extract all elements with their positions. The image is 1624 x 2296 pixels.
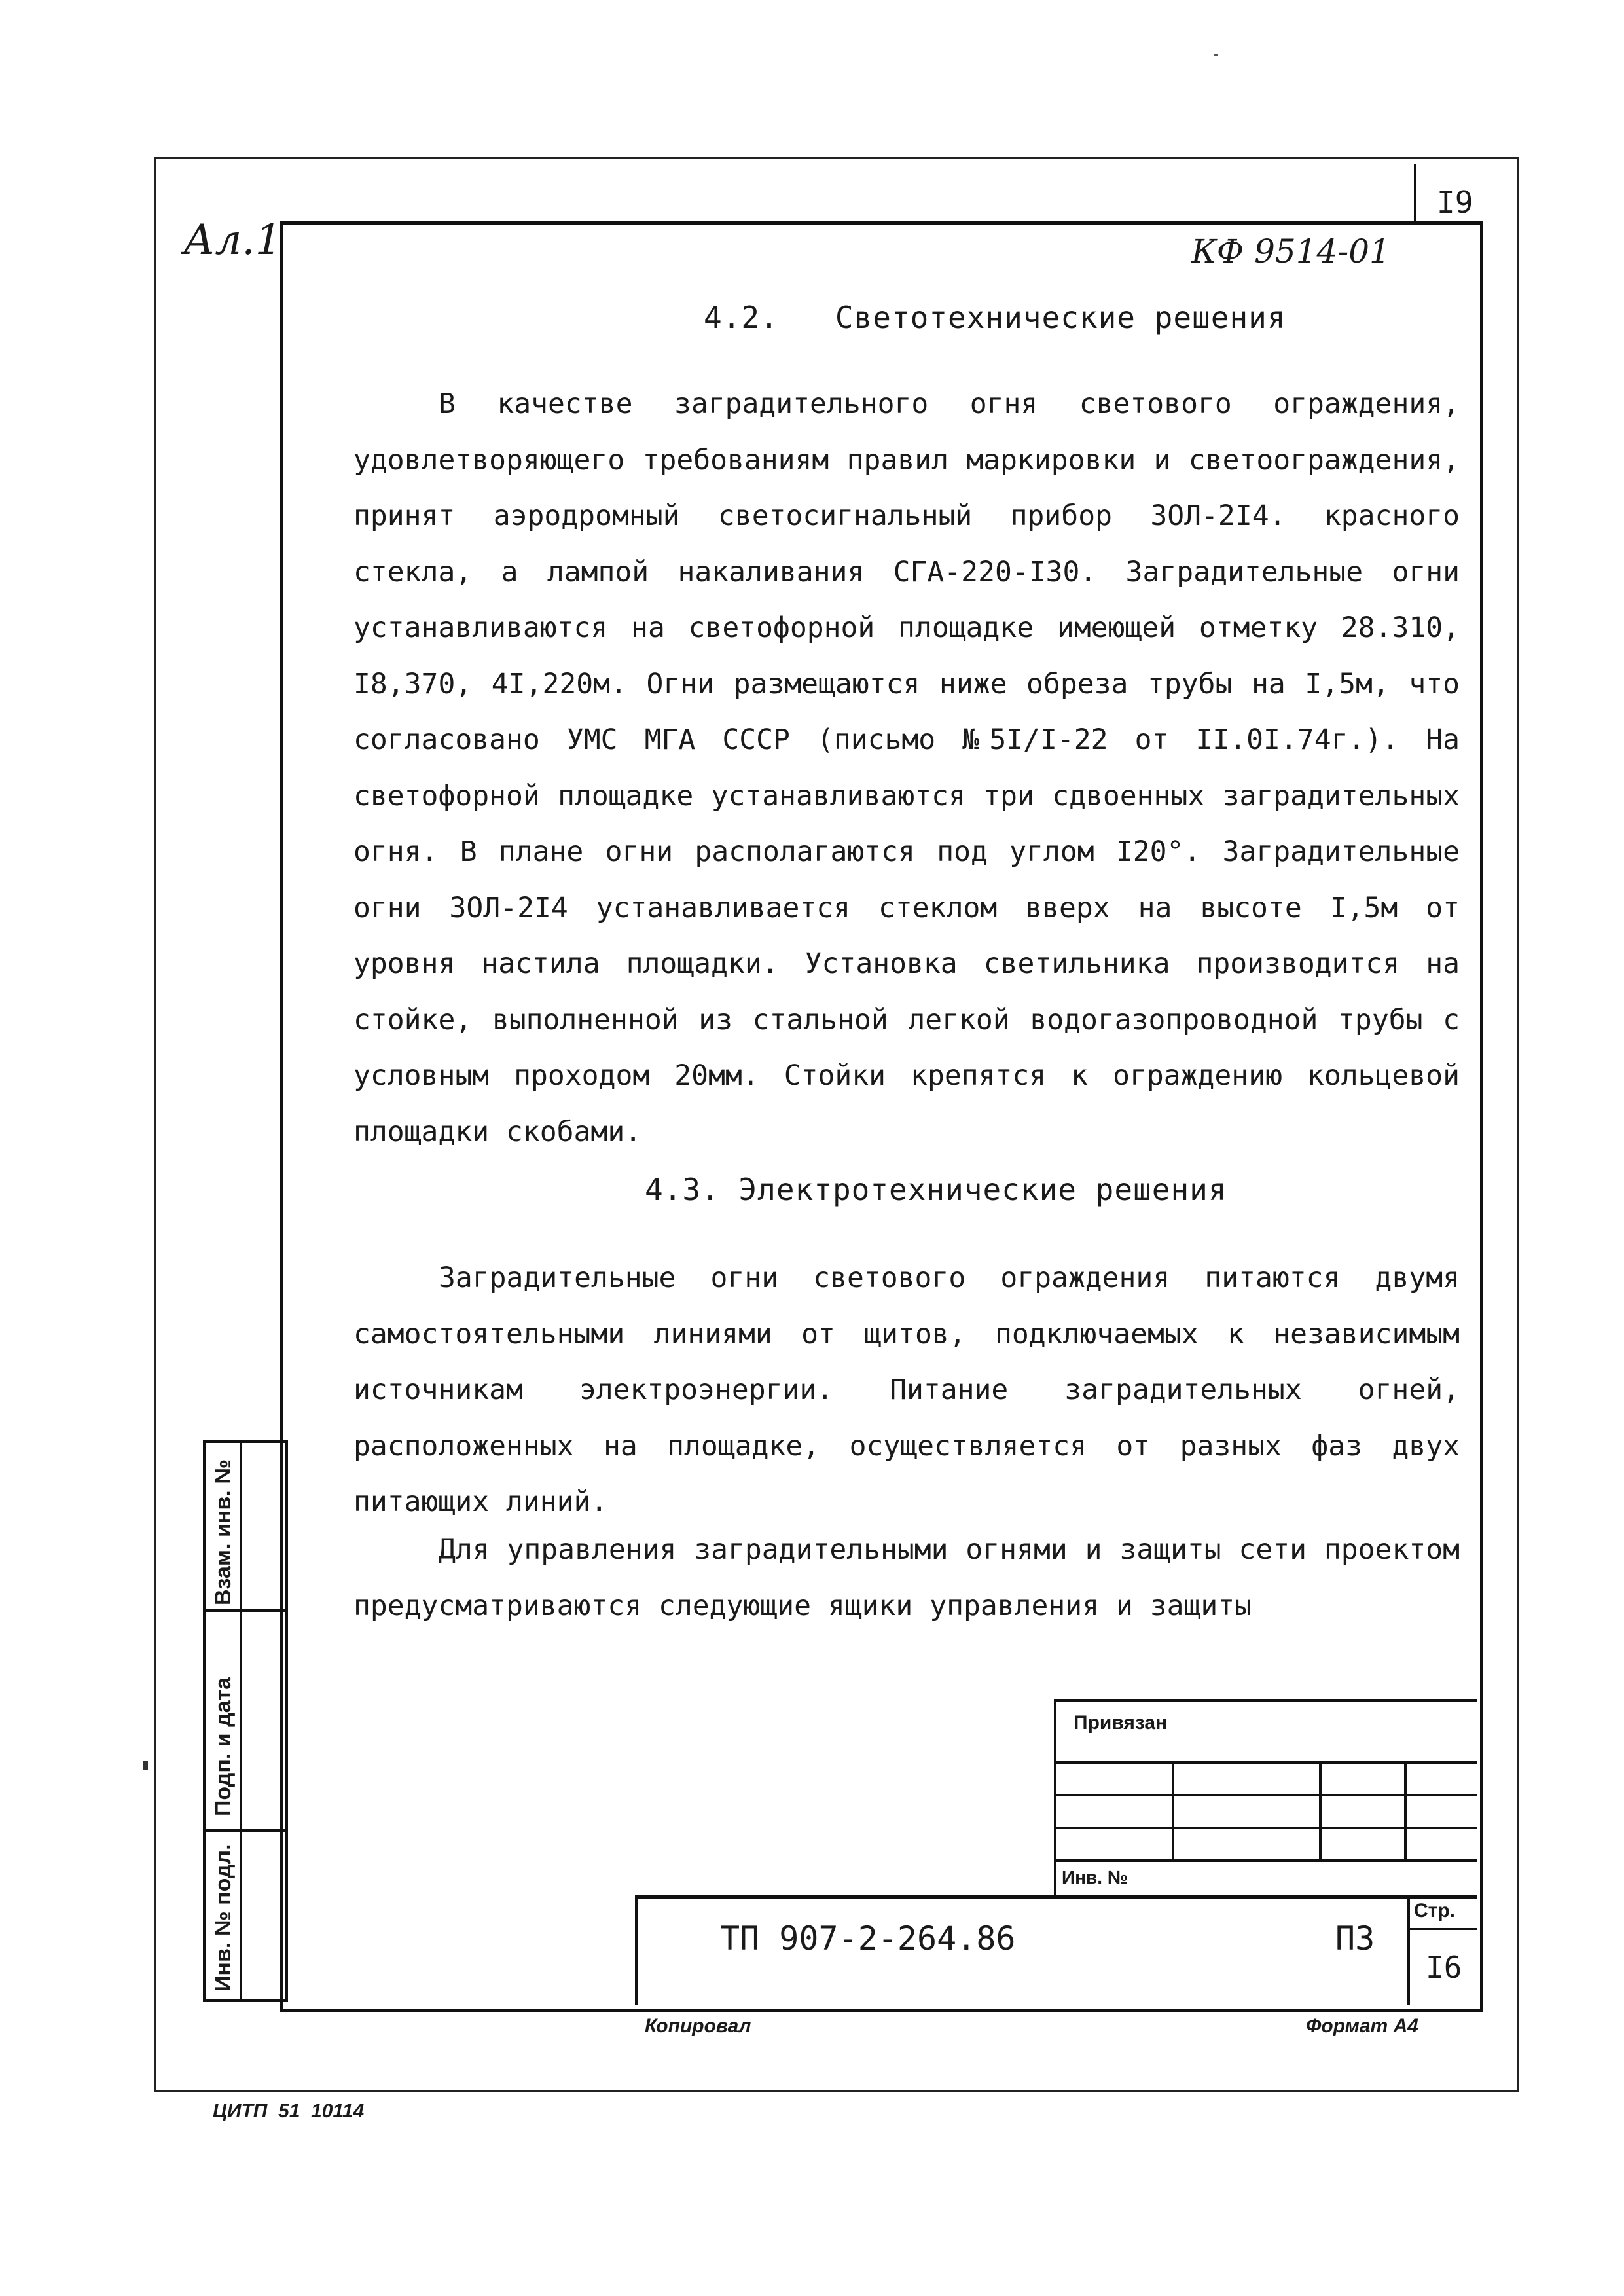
handwritten-code: КФ 9514-01	[1191, 232, 1390, 270]
scan-speck	[143, 1761, 148, 1770]
privyazan-label: Привязан	[1074, 1712, 1168, 1734]
kopiroval-label: Копировал	[645, 2015, 751, 2037]
side-stamp-row-divider	[206, 1609, 285, 1612]
paragraph-4-3-2	[353, 1522, 1460, 1634]
page-number: I6	[1426, 1950, 1462, 1985]
side-stamp-inv-podl: Инв. № подл.	[211, 1844, 236, 1992]
paragraph-4-3-1-text: Заградительные огни светового ограждения питаются двумя самостоятельными линиями от щитов, подключаемых к независимым источникам электроэнергии. Питание заградительных огней, расположенных на площадке, осуществляется от разных фаз двух питающих линий.	[353, 1262, 1460, 1518]
page-label: Стр.	[1414, 1900, 1456, 1922]
paragraph-4-2	[353, 376, 1460, 1160]
side-stamp-vzam-inv: Взам. инв. №	[211, 1459, 236, 1605]
side-stamp-podp-data: Подп. и дата	[211, 1677, 236, 1816]
inv-no-label: Инв. №	[1062, 1867, 1128, 1887]
side-stamp-row-divider	[206, 1829, 285, 1832]
paragraph-4-3-1	[353, 1250, 1460, 1531]
side-stamp-divider	[240, 1443, 242, 1999]
section-heading-4-2: 4.2. Светотехнические решения	[704, 300, 1286, 335]
document-type: ПЗ	[1335, 1920, 1375, 1958]
side-stamp	[203, 1440, 288, 2002]
scan-speck	[1214, 54, 1218, 56]
format-label: Формат А4	[1306, 2015, 1418, 2037]
document-code: ТП 907-2-264.86	[720, 1920, 1016, 1958]
corner-mark: Ал.1	[183, 216, 282, 264]
paragraph-4-3-2-text: Для управления заградительными огнями и защиты сети проектом предусматриваются следующие ящики управления и защиты	[353, 1533, 1460, 1622]
publisher-code: ЦИТП 51 10114	[213, 2100, 365, 2122]
paragraph-4-2-text: В качестве заградительного огня светового ограждения, удовлетворяющего требованиям правил маркировки и светоограждения, принят аэродромный светосигнальный прибор ЗОЛ-2I4. красного стекла, а лампой накаливания СГА-220-I30. Заградительные огни устанавливаются на светофорной площадке имеющей отметку 28.310, I8,370, 4I,220м. Огни размещаются ниже обреза трубы на I,5м, что согласовано УМС МГА СССР (письмо №5I/I-22 от II.0I.74г.). На светофорной площадке устанавливаются три сдвоенных заградительных огня. В плане огни располагаются под углом I20°. Заградительные огни ЗОЛ-2I4 устанавливается стеклом вверх на высоте I,5м от уровня настила площадки. Установка светильника производится на стойке, выполненной из стальной легкой водогазопроводной трубы с условным проходом 20мм. Стойки крепятся к ограждению кольцевой площадки скобами.	[353, 388, 1460, 1148]
section-heading-4-3: 4.3. Электротехнические решения	[645, 1172, 1227, 1207]
sheet-number: I9	[1437, 185, 1473, 220]
